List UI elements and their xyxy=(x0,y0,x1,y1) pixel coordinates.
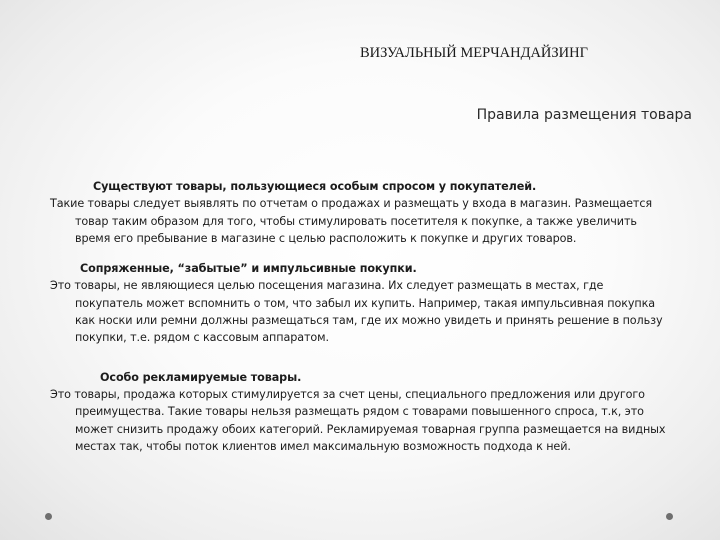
slide-subtitle: Правила размещения товара xyxy=(476,107,692,123)
section-heading: Особо рекламируемые товары. xyxy=(100,370,302,384)
section-heading: Существуют товары, пользующиеся особым спросом у покупателей. xyxy=(93,180,537,193)
section-text: Такие товары следует выявлять по отчетам о продажах и размещать у входа в магазин. Размещается товар таким образом для того, чтобы стимулировать посетителя к покупке, а также увеличить время его пребывание в магазине с целью расположить к покупке и других товаров. xyxy=(50,197,653,245)
section-advertised-goods xyxy=(50,369,670,455)
slide-title: ВИЗУАЛЬНЫЙ МЕРЧАНДАЙЗИНГ xyxy=(360,45,588,61)
section-popular-goods xyxy=(50,178,670,247)
decorative-dot-right xyxy=(666,513,673,520)
section-text: Это товары, не являющиеся целью посещения магазина. Их следует размещать в местах, где покупатель может вспомнить о том, что забыл их купить. Например, такая импульсивная покупка как носки или ремни должны размещаться там, где их можно увидеть и принять решение в пользу покупки, т.е. рядом с кассовым аппаратом. xyxy=(50,279,663,345)
slide-body xyxy=(50,178,670,455)
section-heading: Сопряженные, “забытые” и импульсивные покупки. xyxy=(80,262,417,276)
section-impulse-goods xyxy=(50,260,670,346)
decorative-dot-left xyxy=(45,513,52,520)
section-text: Это товары, продажа которых стимулируется за счет цены, специального предложения или другого преимущества. Такие товары нельзя размещать рядом с товарами повышенного спроса, т.к, это может снизить продажу обоих категорий. Рекламируемая товарная группа размещается на видных местах так, чтобы поток клиентов имел максимальную возможность подхода к ней. xyxy=(50,387,666,453)
